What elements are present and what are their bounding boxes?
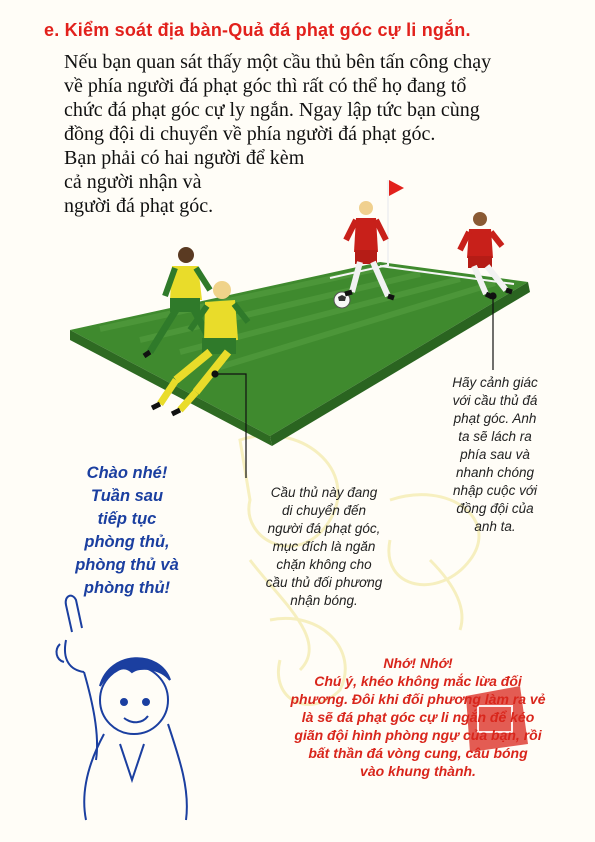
caption-corner-taker xyxy=(420,374,570,536)
intro-line-3: chức đá phạt góc cự ly ngắn. Ngay lập tức bạn cùng xyxy=(64,99,480,121)
caption-corner-taker-line: ta sẽ lách ra xyxy=(458,429,532,444)
intro-line-6: cả người nhận và xyxy=(64,171,202,193)
farewell-line: phòng thủ, xyxy=(84,533,170,551)
caption-defender-line: chặn không cho xyxy=(276,557,372,572)
caption-defender-line: nhận bóng. xyxy=(290,593,358,608)
caption-defender-line: người đá phạt góc, xyxy=(267,521,381,536)
warning-line: vào khung thành. xyxy=(360,763,476,779)
farewell-line: phòng thủ! xyxy=(83,579,171,597)
warning-line: Chú ý, khéo không mắc lừa đối xyxy=(314,673,522,689)
intro-line-2: về phía người đá phạt góc thì rất có thể họ đang tổ xyxy=(64,75,467,97)
farewell-message xyxy=(52,462,202,600)
farewell-line: Tuần sau xyxy=(90,487,164,505)
caption-defender-line: di chuyển đến xyxy=(281,503,367,518)
caption-corner-taker-line: phạt góc. Anh xyxy=(453,411,537,426)
caption-corner-taker-line: Hãy cảnh giác xyxy=(452,375,538,390)
caption-corner-taker-line: phía sau và xyxy=(460,447,530,462)
caption-defender-line: Cầu thủ này đang xyxy=(270,485,378,500)
intro-line-4: đồng đội di chuyển về phía người đá phạt góc. xyxy=(64,123,436,145)
warning-line: phương. Đôi khi đối phương làm ra vẻ xyxy=(290,691,546,707)
warning-line: là sẽ đá phạt góc cự li ngắn để kéo xyxy=(301,709,535,725)
farewell-line: tiếp tục xyxy=(97,510,157,528)
warning-line: bất thần đá vòng cung, câu bóng xyxy=(308,745,528,761)
farewell-line: phòng thủ và xyxy=(75,556,179,574)
intro-line-7: người đá phạt góc. xyxy=(64,195,214,217)
caption-defender-line: mục đích là ngăn xyxy=(272,539,376,554)
section-heading: e. Kiểm soát địa bàn-Quả đá phạt góc cự li ngắn. xyxy=(44,20,471,40)
caption-corner-taker-line: với cầu thủ đá xyxy=(452,393,538,408)
farewell-line: Chào nhé! xyxy=(86,464,168,482)
intro-line-1: Nếu bạn quan sát thấy một cầu thủ bên tấn công chạy xyxy=(64,51,492,73)
corner-flag xyxy=(388,180,404,266)
caption-defender-line: cầu thủ đối phương xyxy=(265,575,383,590)
caption-corner-taker-line: anh ta. xyxy=(474,519,516,534)
caption-corner-taker-line: đồng đội của xyxy=(456,501,534,516)
caption-defender xyxy=(244,484,404,610)
warning-title: Nhớ! Nhớ! xyxy=(383,655,453,671)
intro-line-5: Bạn phải có hai người để kèm xyxy=(64,147,305,169)
caption-corner-taker-line: nhập cuộc với xyxy=(453,483,537,498)
warning-line: giãn đội hình phòng ngự của bạn, rồi xyxy=(294,727,542,743)
caption-corner-taker-line: nhanh chóng xyxy=(455,465,535,480)
warning-note xyxy=(258,654,578,780)
cartoon-character xyxy=(57,596,187,820)
